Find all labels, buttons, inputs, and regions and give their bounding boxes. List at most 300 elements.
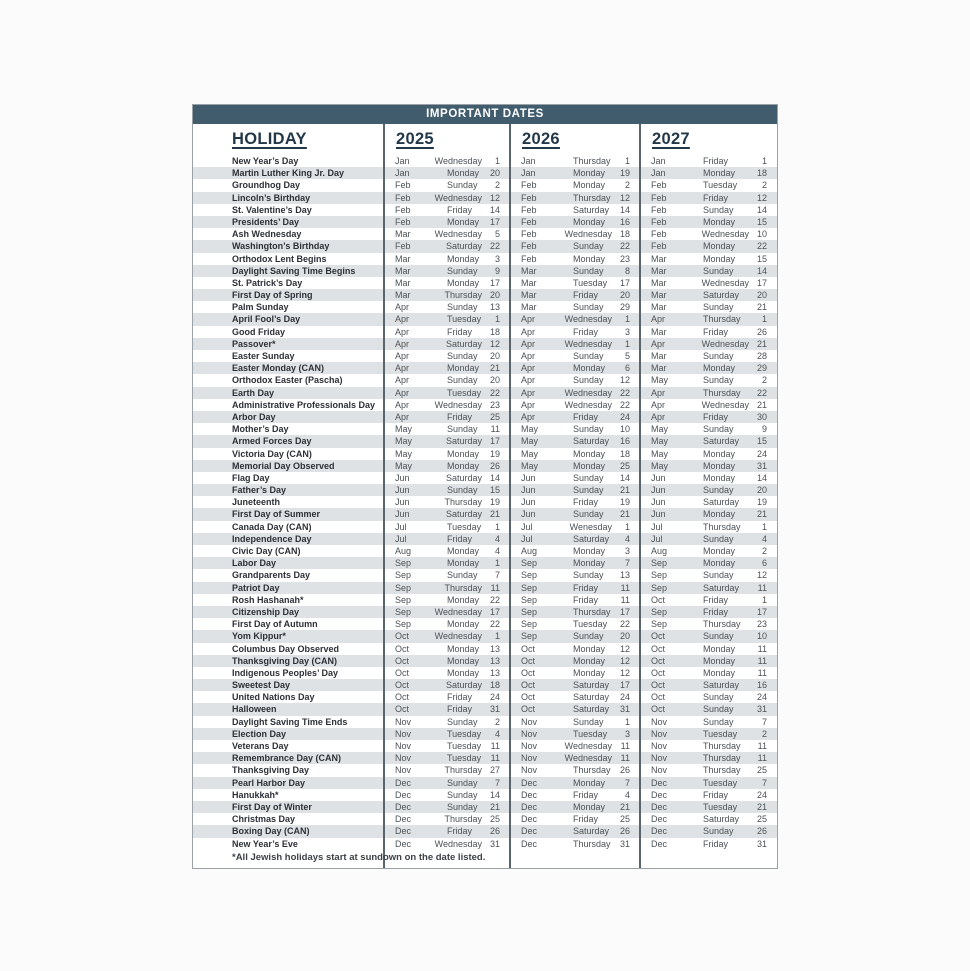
weekday: Thursday [573, 156, 611, 166]
weekday: Monday [703, 509, 736, 520]
weekday: Monday [573, 667, 606, 678]
weekday: Saturday [573, 436, 610, 447]
month: Oct [651, 704, 666, 715]
weekday: Friday [703, 192, 729, 203]
month: Nov [395, 728, 412, 739]
weekday: Monday [703, 643, 736, 654]
weekday: Friday [573, 594, 599, 605]
weekday: Monday [573, 801, 606, 812]
holiday-name: Labor Day [232, 558, 277, 569]
weekday: Monday [703, 558, 736, 569]
year-2026-cell [510, 728, 640, 740]
year-2026-cell [510, 496, 640, 508]
weekday: Saturday [573, 533, 610, 544]
holiday-name: Washington’s Birthday [232, 241, 330, 252]
month: Dec [521, 789, 538, 800]
year-2026-cell [510, 313, 640, 325]
holiday-name: Pearl Harbor Day [232, 777, 306, 788]
year-2026-cell [510, 411, 640, 423]
year-2027-cell [640, 545, 777, 557]
month: Dec [395, 838, 412, 849]
year-2027-cell [640, 667, 777, 679]
weekday: Sunday [703, 570, 734, 581]
month: Jan [395, 168, 410, 179]
month: Sep [651, 558, 668, 569]
month: Oct [651, 594, 666, 605]
date-number: 14 [756, 204, 767, 215]
month: Dec [651, 814, 668, 825]
year-2027-cell [640, 362, 777, 374]
month: Oct [651, 692, 666, 703]
weekday: Monday [447, 594, 480, 605]
table-row [193, 179, 777, 191]
month: Nov [521, 765, 538, 776]
date-number: 14 [756, 265, 767, 276]
date-number: 22 [619, 619, 630, 630]
weekday: Sunday [447, 180, 478, 191]
weekday: Friday [447, 204, 473, 215]
weekday: Monday [447, 460, 480, 471]
month: Aug [651, 546, 668, 556]
weekday: Saturday [703, 680, 740, 691]
weekday: Thursday [444, 814, 482, 825]
year-2025-cell [384, 448, 510, 460]
month: Feb [395, 180, 411, 191]
weekday: Monday [703, 241, 736, 252]
table-row [193, 533, 777, 545]
year-2025-cell [384, 801, 510, 813]
date-number: 22 [489, 619, 500, 630]
year-2025-cell [384, 179, 510, 191]
weekday: Wednesday [701, 338, 749, 349]
date-number: 20 [489, 290, 500, 301]
date-number: 23 [489, 399, 500, 410]
year-2026-cell [510, 630, 640, 642]
weekday: Sunday [573, 509, 604, 520]
weekday: Sunday [703, 302, 734, 313]
date-number: 17 [619, 680, 630, 691]
month: Apr [521, 351, 536, 361]
date-number: 21 [756, 509, 767, 520]
date-number: 21 [756, 302, 767, 313]
holiday-name: First Day of Autumn [232, 619, 318, 630]
year-2025-cell [384, 582, 510, 594]
month: May [651, 460, 669, 471]
date-number: 31 [489, 704, 500, 715]
weekday: Monday [447, 667, 480, 678]
month: Jun [521, 509, 536, 520]
month: May [521, 460, 539, 471]
month: Apr [395, 351, 410, 361]
year-2026-cell [510, 764, 640, 776]
date-number: 1 [624, 716, 630, 727]
table-row [193, 496, 777, 508]
weekday: Sunday [573, 302, 604, 313]
month: Jul [651, 533, 663, 544]
column-header-2025: 2025 [396, 130, 434, 148]
month: Nov [651, 741, 668, 751]
weekday: Friday [573, 411, 599, 422]
month: Oct [521, 655, 536, 666]
month: Oct [395, 704, 410, 715]
date-number: 19 [756, 497, 767, 508]
date-number: 25 [619, 460, 630, 471]
weekday: Sunday [447, 777, 478, 788]
date-number: 2 [761, 546, 767, 556]
holiday-name: Daylight Saving Time Ends [232, 716, 348, 727]
month: Oct [521, 643, 536, 654]
table-row [193, 448, 777, 460]
year-2025-cell [384, 655, 510, 667]
month: Dec [395, 814, 412, 825]
month: Apr [521, 326, 536, 337]
table-row [193, 764, 777, 776]
column-divider [383, 124, 385, 868]
month: Dec [395, 789, 412, 800]
month: Oct [395, 667, 410, 678]
weekday: Wenesday [569, 521, 612, 532]
table-row [193, 472, 777, 484]
year-2025-cell [384, 435, 510, 447]
table-row [193, 192, 777, 204]
year-2026-cell [510, 326, 640, 338]
year-2026-cell [510, 508, 640, 520]
holiday-name: Independence Day [232, 533, 312, 544]
table-row [193, 777, 777, 789]
weekday: Saturday [703, 814, 740, 825]
weekday: Thursday [444, 765, 482, 776]
month: Jun [395, 485, 410, 496]
date-number: 14 [489, 472, 500, 483]
month: Mar [395, 229, 411, 240]
date-number: 2 [624, 180, 630, 191]
holiday-name: Easter Sunday [232, 351, 295, 361]
month: Oct [651, 655, 666, 666]
month: Oct [651, 680, 666, 691]
year-2026-cell [510, 460, 640, 472]
date-number: 11 [757, 655, 767, 666]
weekday: Sunday [703, 204, 734, 215]
year-2027-cell [640, 630, 777, 642]
date-number: 21 [489, 363, 500, 374]
weekday: Saturday [703, 290, 740, 301]
date-number: 19 [619, 497, 630, 508]
holiday-name: Election Day [232, 728, 287, 739]
weekday: Friday [703, 326, 729, 337]
month: Dec [521, 801, 538, 812]
month: Nov [395, 716, 412, 727]
month: Sep [521, 631, 538, 642]
year-2025-cell [384, 825, 510, 837]
date-number: 22 [489, 594, 500, 605]
holiday-name: Ash Wednesday [232, 229, 302, 240]
important-dates-card [192, 104, 778, 869]
table-row [193, 423, 777, 435]
year-2027-cell [640, 448, 777, 460]
date-number: 19 [489, 448, 500, 459]
date-number: 18 [619, 448, 630, 459]
month: Sep [395, 570, 412, 581]
year-2025-cell [384, 606, 510, 618]
year-2025-cell [384, 350, 510, 362]
table-row [193, 838, 777, 850]
year-2026-cell [510, 777, 640, 789]
weekday: Saturday [573, 204, 610, 215]
month: Dec [395, 777, 412, 788]
weekday: Sunday [447, 424, 478, 435]
month: Nov [521, 728, 538, 739]
weekday: Saturday [445, 436, 482, 447]
year-2026-cell [510, 350, 640, 362]
weekday: Tuesday [573, 277, 608, 288]
year-2027-cell [640, 253, 777, 265]
year-2026-cell [510, 423, 640, 435]
holiday-name: New Year’s Eve [232, 838, 298, 849]
year-2026-cell [510, 533, 640, 545]
table-row [193, 362, 777, 374]
weekday: Sunday [447, 351, 478, 361]
date-number: 12 [619, 192, 630, 203]
date-number: 29 [619, 302, 630, 313]
month: Nov [651, 765, 668, 776]
year-2026-cell [510, 606, 640, 618]
year-2027-cell [640, 703, 777, 715]
year-2025-cell [384, 764, 510, 776]
year-2025-cell [384, 777, 510, 789]
year-2027-cell [640, 338, 777, 350]
weekday: Friday [573, 582, 599, 593]
date-number: 17 [489, 277, 500, 288]
date-number: 21 [489, 509, 500, 520]
month: Apr [521, 314, 536, 325]
month: Jul [395, 533, 407, 544]
weekday: Saturday [703, 436, 740, 447]
weekday: Wednesday [434, 838, 482, 849]
table-row [193, 740, 777, 752]
date-number: 14 [619, 472, 630, 483]
date-number: 21 [756, 801, 767, 812]
weekday: Thursday [444, 497, 482, 508]
weekday: Tuesday [573, 728, 608, 739]
month: Oct [395, 643, 410, 654]
year-2025-cell [384, 630, 510, 642]
month: Mar [651, 265, 667, 276]
weekday: Saturday [445, 509, 482, 520]
month: Apr [651, 411, 666, 422]
date-number: 4 [494, 728, 500, 739]
weekday: Sunday [447, 485, 478, 496]
month: Apr [395, 326, 410, 337]
holiday-name: Thanksgiving Day (CAN) [232, 655, 338, 666]
weekday: Friday [573, 290, 599, 301]
table-row [193, 618, 777, 630]
date-number: 1 [624, 156, 630, 166]
date-number: 31 [489, 838, 500, 849]
month: Apr [651, 399, 666, 410]
year-2025-cell [384, 216, 510, 228]
holiday-name: Juneteenth [232, 497, 281, 508]
table-row [193, 703, 777, 715]
weekday: Friday [703, 606, 729, 617]
year-2027-cell [640, 155, 777, 167]
date-number: 11 [757, 582, 767, 593]
date-number: 4 [761, 533, 767, 544]
month: May [651, 448, 669, 459]
table-row [193, 240, 777, 252]
year-2027-cell [640, 435, 777, 447]
month: Sep [395, 619, 412, 630]
holiday-name: Lincoln’s Birthday [232, 192, 311, 203]
weekday: Sunday [703, 716, 734, 727]
weekday: Monday [447, 619, 480, 630]
year-2025-cell [384, 253, 510, 265]
month: Apr [521, 387, 536, 398]
year-2026-cell [510, 338, 640, 350]
weekday: Sunday [573, 485, 604, 496]
month: May [395, 424, 413, 435]
date-number: 26 [489, 826, 500, 837]
table-content [193, 124, 777, 868]
year-2025-cell [384, 716, 510, 728]
holiday-name: Memorial Day Observed [232, 460, 335, 471]
date-number: 13 [619, 570, 630, 581]
date-number: 19 [489, 497, 500, 508]
year-2027-cell [640, 399, 777, 411]
weekday: Wednesday [564, 387, 612, 398]
month: Sep [651, 570, 668, 581]
weekday: Monday [573, 558, 606, 569]
month: Mar [651, 326, 667, 337]
holiday-name: Christmas Day [232, 814, 296, 825]
date-number: 13 [489, 643, 500, 654]
year-2025-cell [384, 752, 510, 764]
column-header-2027: 2027 [652, 130, 690, 148]
month: Nov [651, 753, 668, 764]
date-number: 13 [489, 667, 500, 678]
year-2025-cell [384, 618, 510, 630]
date-number: 17 [619, 606, 630, 617]
weekday: Friday [573, 497, 599, 508]
weekday: Tuesday [703, 180, 738, 191]
table-row [193, 204, 777, 216]
month: Apr [395, 387, 410, 398]
month: Dec [651, 838, 668, 849]
month: Apr [651, 314, 666, 325]
holiday-name: Thanksgiving Day [232, 765, 310, 776]
month: Apr [395, 411, 410, 422]
weekday: Wednesday [564, 314, 612, 325]
year-2025-cell [384, 679, 510, 691]
month: Sep [521, 606, 538, 617]
month: Mar [395, 290, 411, 301]
month: Feb [651, 192, 667, 203]
date-number: 11 [757, 753, 767, 764]
weekday: Monday [447, 546, 480, 556]
weekday: Friday [447, 533, 473, 544]
date-number: 22 [489, 387, 500, 398]
year-2026-cell [510, 387, 640, 399]
date-number: 3 [624, 728, 630, 739]
date-number: 3 [494, 253, 500, 264]
year-2027-cell [640, 204, 777, 216]
year-2025-cell [384, 594, 510, 606]
month: Mar [651, 302, 667, 313]
date-number: 31 [619, 838, 630, 849]
weekday: Wednesday [434, 399, 482, 410]
weekday: Tuesday [447, 753, 482, 764]
weekday: Wednesday [564, 338, 612, 349]
date-number: 7 [494, 570, 500, 581]
weekday: Monday [703, 472, 736, 483]
date-number: 16 [756, 680, 767, 691]
weekday: Wednesday [434, 156, 482, 166]
holiday-name: United Nations Day [232, 692, 315, 703]
date-number: 17 [756, 606, 767, 617]
month: Apr [395, 363, 410, 374]
month: Jun [521, 472, 536, 483]
year-2027-cell [640, 777, 777, 789]
year-2026-cell [510, 594, 640, 606]
date-number: 24 [756, 789, 767, 800]
date-number: 4 [624, 789, 630, 800]
weekday: Sunday [573, 472, 604, 483]
table-row [193, 277, 777, 289]
weekday: Thursday [573, 765, 611, 776]
date-number: 21 [619, 485, 630, 496]
month: Sep [395, 582, 412, 593]
year-2026-cell [510, 448, 640, 460]
holiday-name: Civic Day (CAN) [232, 546, 301, 556]
weekday: Monday [703, 667, 736, 678]
month: Sep [395, 606, 412, 617]
weekday: Monday [573, 168, 606, 179]
year-2025-cell [384, 374, 510, 386]
month: Jan [521, 156, 536, 166]
date-number: 10 [756, 229, 767, 240]
date-number: 1 [761, 314, 767, 325]
table-row [193, 326, 777, 338]
year-2027-cell [640, 313, 777, 325]
weekday: Friday [447, 704, 473, 715]
weekday: Friday [703, 838, 729, 849]
date-number: 15 [489, 485, 500, 496]
holiday-name: Rosh Hashanah* [232, 594, 304, 605]
month: Mar [521, 265, 537, 276]
weekday: Wednesday [701, 229, 749, 240]
year-2027-cell [640, 789, 777, 801]
weekday: Monday [447, 643, 480, 654]
month: Apr [521, 399, 536, 410]
date-number: 20 [489, 168, 500, 179]
weekday: Sunday [703, 826, 734, 837]
month: Sep [651, 619, 668, 630]
date-number: 9 [494, 265, 500, 276]
date-number: 16 [619, 436, 630, 447]
weekday: Monday [573, 363, 606, 374]
month: May [521, 424, 539, 435]
month: Dec [651, 801, 668, 812]
month: Jul [521, 533, 533, 544]
year-2026-cell [510, 716, 640, 728]
date-number: 21 [756, 338, 767, 349]
date-number: 17 [489, 436, 500, 447]
holiday-name: Yom Kippur* [232, 631, 286, 642]
year-2025-cell [384, 423, 510, 435]
date-number: 24 [619, 692, 630, 703]
date-number: 12 [756, 192, 767, 203]
date-number: 15 [756, 436, 767, 447]
year-2026-cell [510, 472, 640, 484]
